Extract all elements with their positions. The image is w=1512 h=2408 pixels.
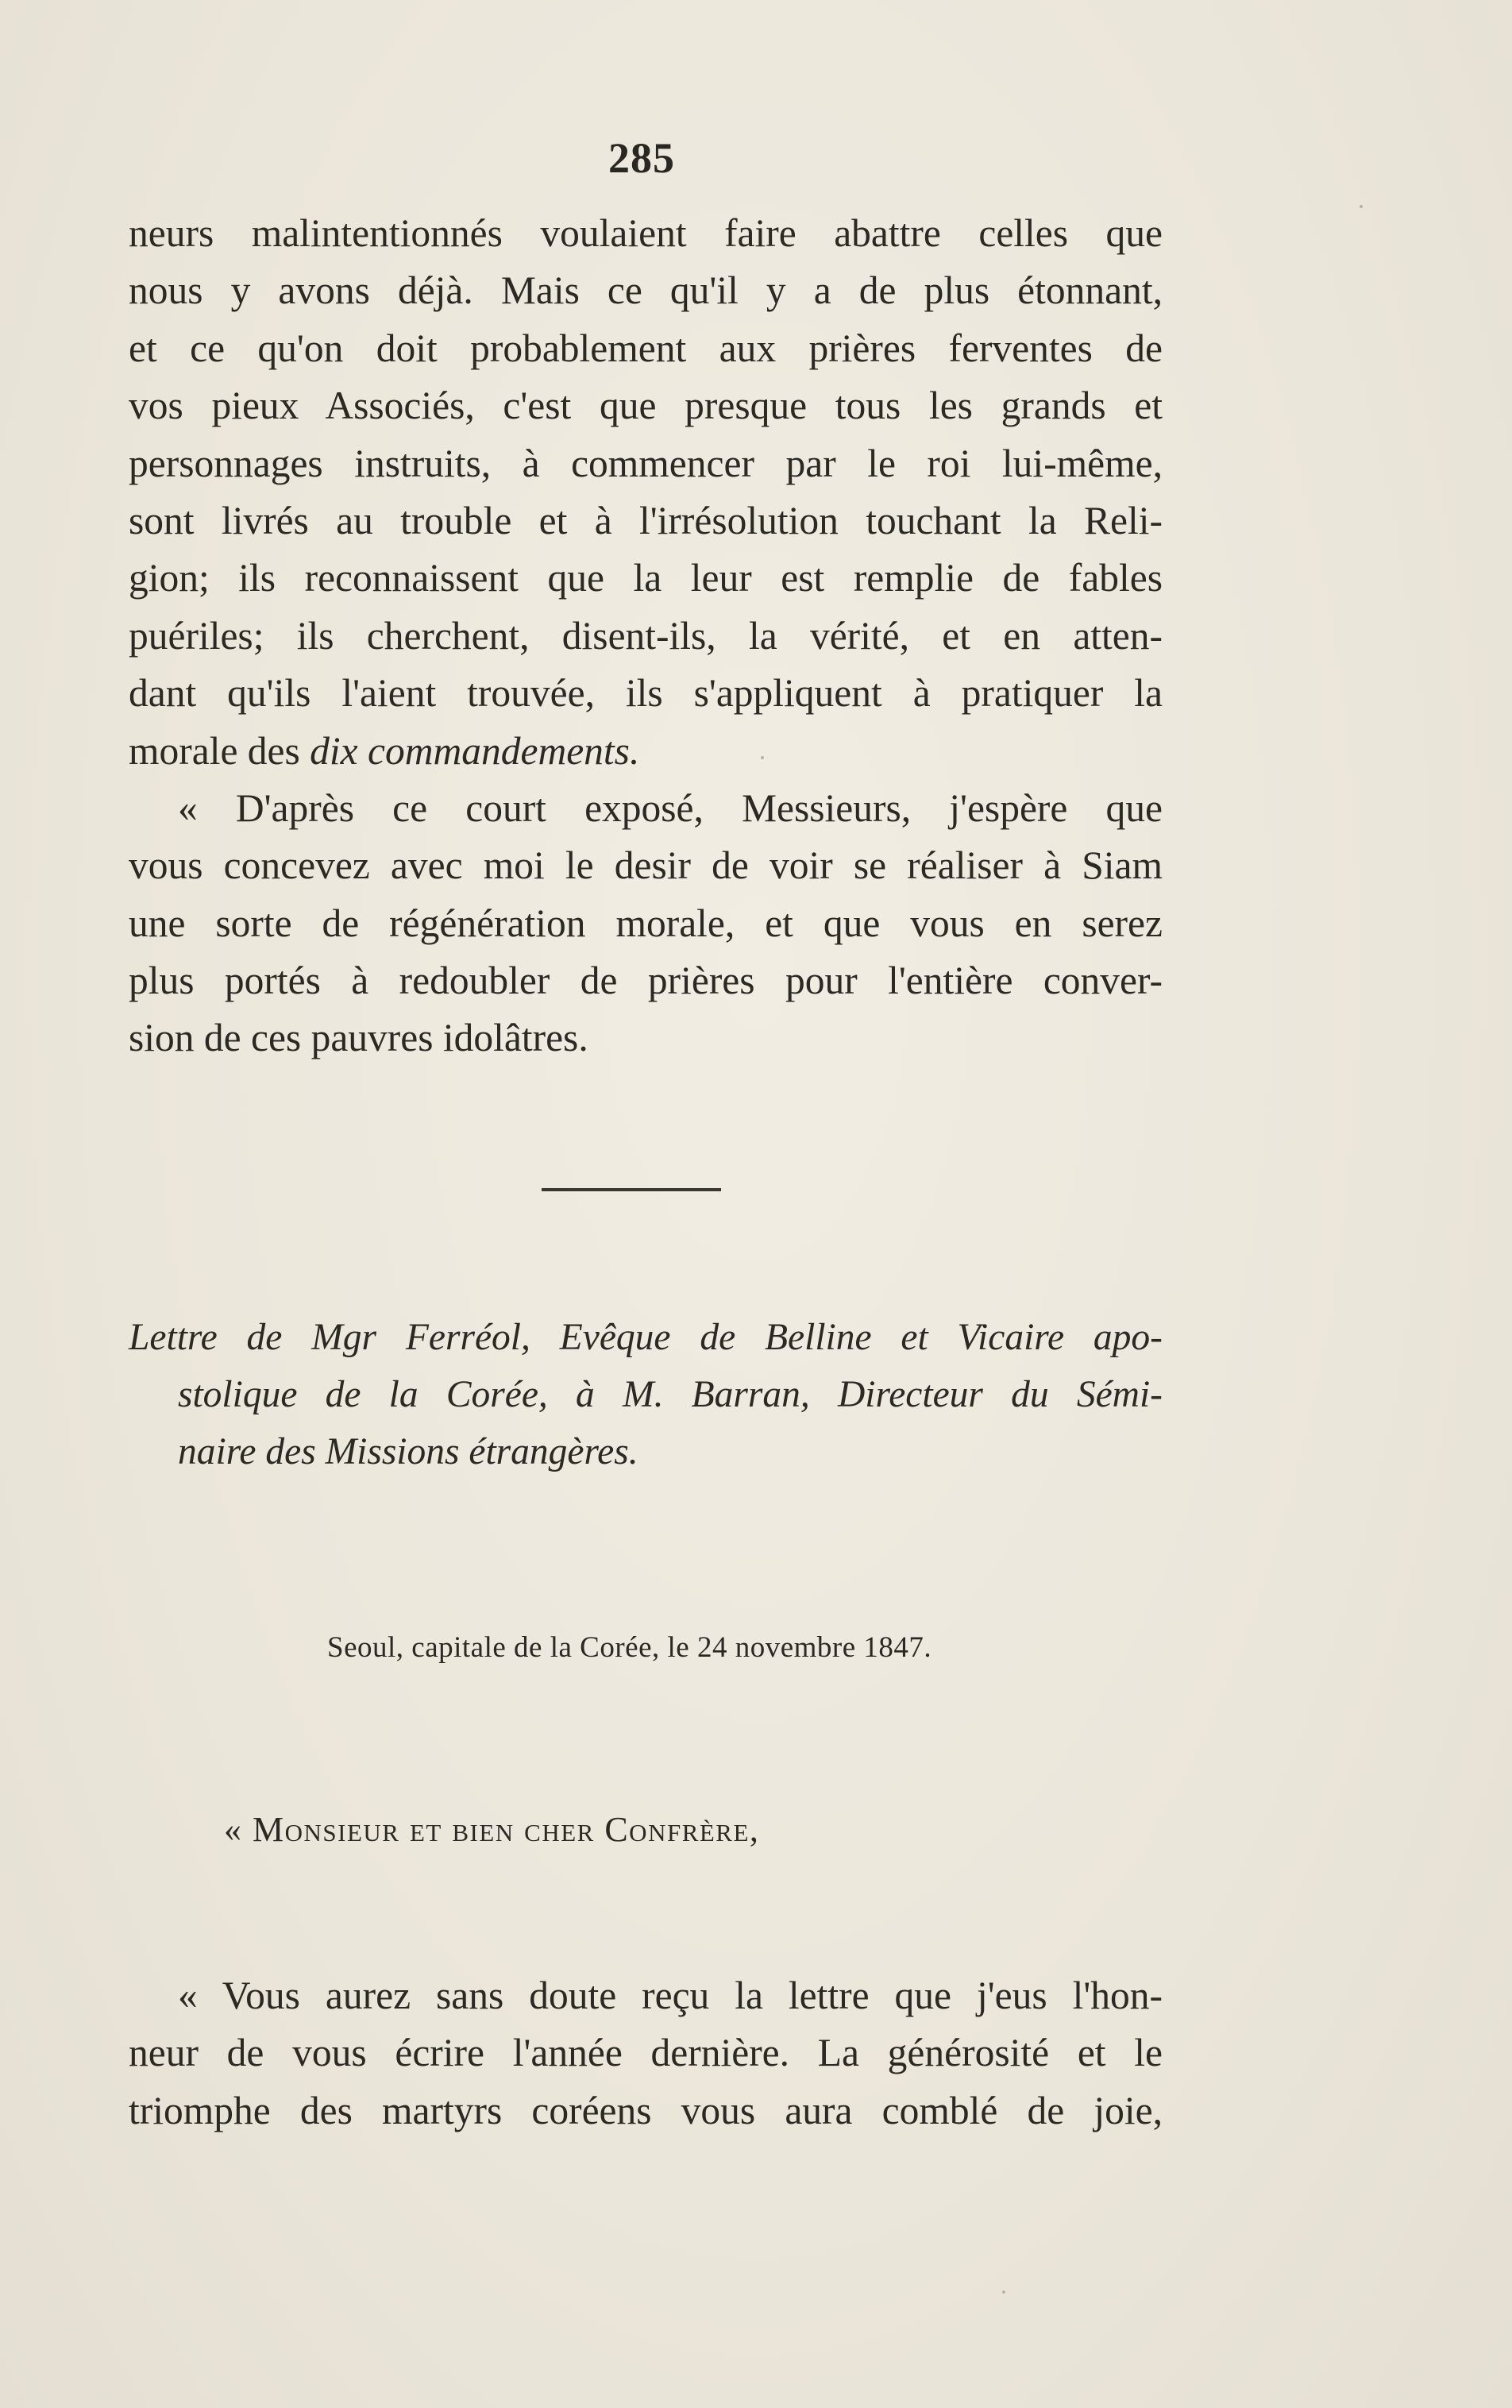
body-text-top — [129, 205, 1163, 1067]
text-line: neurs malintentionnés voulaient faire abattre celles que — [129, 211, 1163, 255]
title-line: Lettre de Mgr Ferréol, Evêque de Belline et Vicaire apo- — [129, 1317, 1163, 1358]
paper-speck — [1360, 205, 1363, 208]
text-line: plus portés à redoubler de prières pour l'entière conver- — [129, 959, 1163, 1003]
text-line: vous concevez avec moi le desir de voir se réaliser à Siam — [129, 843, 1163, 888]
salutation — [224, 1809, 759, 1850]
text-fragment: morale des — [129, 728, 310, 773]
text-line: « D'après ce court exposé, Messieurs, j'espère que — [178, 785, 1163, 830]
paper-speck — [761, 756, 764, 759]
dateline: Seoul, capitale de la Corée, le 24 novembre 1847. — [327, 1631, 932, 1664]
body-text-bottom — [129, 1967, 1163, 2140]
text-line: puériles; ils cherchent, disent-ils, la vérité, et en atten- — [129, 613, 1163, 658]
salutation-text: Monsieur et bien cher Confrère, — [253, 1810, 760, 1849]
text-line: nous y avons déjà. Mais ce qu'il y a de plus étonnant, — [129, 268, 1163, 313]
text-line: gion; ils reconnaissent que la leur est remplie de fables — [129, 556, 1163, 600]
text-line: triomphe des martyrs coréens vous aura comblé de joie, — [129, 2088, 1163, 2132]
paper-speck — [1002, 2290, 1005, 2294]
page-number: 285 — [608, 134, 675, 182]
text-line: « Vous aurez sans doute reçu la lettre que j'eus l'hon- — [178, 1974, 1163, 2017]
text-line: sion de ces pauvres idolâtres. — [129, 1016, 588, 1060]
text-line: neur de vous écrire l'année dernière. La générosité et le — [129, 2031, 1163, 2075]
text-line: personnages instruits, à commencer par le roi lui-même, — [129, 441, 1163, 485]
salutation-quote: « — [224, 1810, 243, 1849]
title-line: naire des Missions étrangères. — [178, 1431, 638, 1472]
section-divider — [542, 1188, 721, 1191]
text-line: vos pieux Associés, c'est que presque tous les grands et — [129, 384, 1163, 428]
text-line: sont livrés au trouble et à l'irrésolution touchant la Reli- — [129, 498, 1163, 542]
text-line: une sorte de régénération morale, et que vous en serez — [129, 901, 1163, 945]
text-line: et ce qu'on doit probablement aux prières ferventes de — [129, 326, 1163, 370]
text-line: dant qu'ils l'aient trouvée, ils s'appliquent à pratiquer la — [129, 671, 1163, 716]
emphasized-text: dix commandements. — [310, 728, 640, 773]
letter-title — [129, 1309, 1163, 1480]
text-line — [129, 723, 1163, 780]
title-line: stolique de la Corée, à M. Barran, Directeur du Sémi- — [178, 1374, 1163, 1415]
